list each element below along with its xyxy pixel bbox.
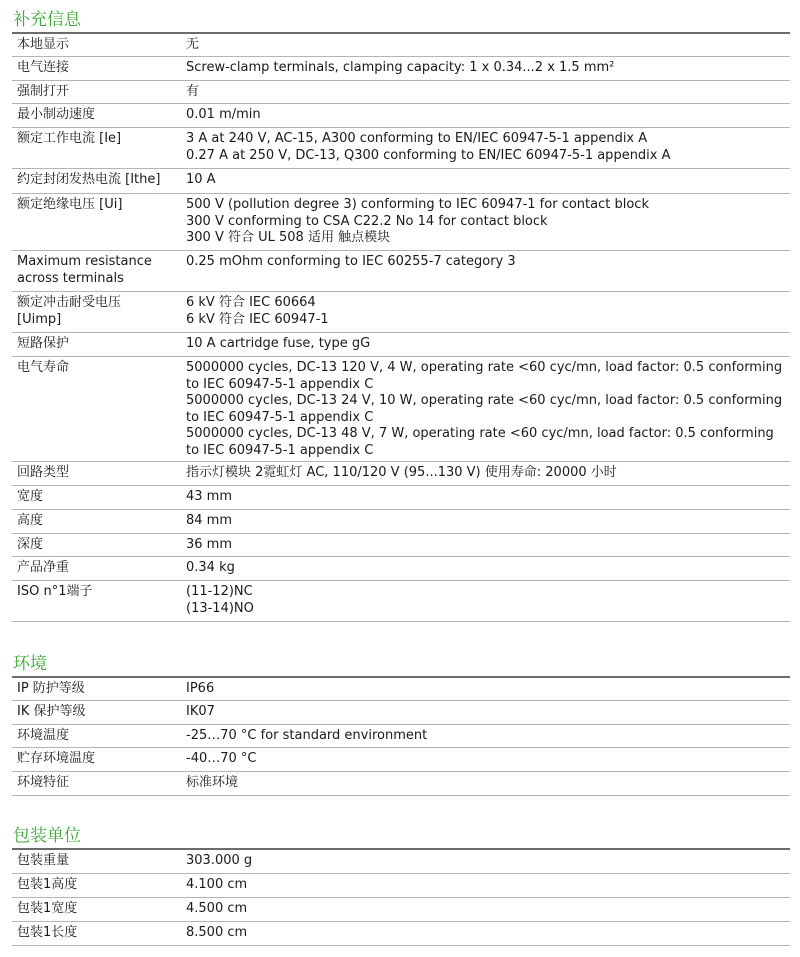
- spec-row: [12, 57, 790, 81]
- spec-value: 0.01 m/min: [186, 107, 261, 122]
- spec-label: 电气寿命: [17, 360, 70, 375]
- spec-value: 标准环境: [186, 775, 239, 790]
- section-title: 补充信息: [12, 10, 790, 34]
- spec-value: 3 A at 240 V, AC-15, A300 conforming to EN/IEC 60947-5-1 appendix A 0.27 A at 250 V, DC-13, Q300 conforming to EN/IEC 60947-5-1 appendix A: [186, 131, 671, 163]
- spec-value: Screw-clamp terminals, clamping capacity: 1 x 0.34...2 x 1.5 mm²: [186, 60, 615, 75]
- spec-value: -25…70 °C for standard environment: [186, 728, 428, 743]
- spec-row: [12, 534, 790, 557]
- spec-label: 最小制动速度: [17, 107, 96, 122]
- spec-row: [12, 169, 790, 194]
- spec-row: [12, 81, 790, 104]
- spec-row: [12, 748, 790, 772]
- spec-row: [12, 292, 790, 333]
- spec-value: 43 mm: [186, 489, 233, 504]
- section-packaging: [12, 826, 790, 946]
- spec-label: 宽度: [17, 489, 44, 504]
- spec-label: IK 保护等级: [17, 704, 86, 719]
- spec-label: 高度: [17, 513, 44, 528]
- section-title: 环境: [12, 654, 790, 678]
- spec-row: [12, 462, 790, 486]
- spec-value: 84 mm: [186, 513, 233, 528]
- spec-value: 无: [186, 37, 200, 52]
- spec-value: 4.500 cm: [186, 901, 248, 916]
- spec-row: [12, 725, 790, 748]
- spec-row: [12, 128, 790, 169]
- spec-row: [12, 898, 790, 922]
- spec-label: 深度: [17, 537, 44, 552]
- spec-value: 8.500 cm: [186, 925, 248, 940]
- spec-row: [12, 104, 790, 128]
- spec-row: [12, 701, 790, 725]
- spec-label: 额定绝缘电压 [Ui]: [17, 197, 123, 212]
- spec-label: 额定工作电流 [Ie]: [17, 131, 122, 146]
- spec-value: 0.25 mOhm conforming to IEC 60255-7 category 3: [186, 254, 516, 269]
- spec-label: 回路类型: [17, 465, 70, 480]
- spec-label: Maximum resistance across terminals: [17, 254, 152, 286]
- spec-label: 强制打开: [17, 84, 70, 99]
- spec-row: [12, 678, 790, 701]
- spec-value: 10 A cartridge fuse, type gG: [186, 336, 371, 351]
- spec-value: 4.100 cm: [186, 877, 248, 892]
- spec-value: 36 mm: [186, 537, 233, 552]
- spec-value: 303.000 g: [186, 853, 253, 868]
- spec-value: (11-12)NC (13-14)NO: [186, 584, 254, 616]
- spec-label: 包装重量: [17, 853, 70, 868]
- spec-value: IP66: [186, 681, 215, 696]
- section-additional-info: [12, 10, 790, 622]
- spec-row: [12, 34, 790, 57]
- spec-row: [12, 922, 790, 946]
- spec-row: [12, 772, 790, 796]
- spec-value: 500 V (pollution degree 3) conforming to IEC 60947-1 for contact block 300 V conforming to CSA C22.2 No 14 for contact block 300 V 符合 UL 508 适用 触点模块: [186, 197, 649, 245]
- spec-value: 6 kV 符合 IEC 60664 6 kV 符合 IEC 60947-1: [186, 295, 329, 327]
- spec-value: 5000000 cycles, DC-13 120 V, 4 W, operating rate <60 cyc/mn, load factor: 0.5 conforming to IEC 60947-5-1 appendix C 5000000 cycles, DC-13 24 V, 10 W, operating rate <60 cyc/mn, load factor: 0.5 conforming to IEC 60947-5-1 appendix C 5000000 cycles, DC-13 48 V, 7 W, operating rate <60 cyc/mn, load factor: 0.5 conforming to IEC 60947-5-1 appendix C: [186, 360, 783, 458]
- spec-value: 有: [186, 84, 200, 99]
- spec-row: [12, 874, 790, 898]
- spec-row: [12, 510, 790, 534]
- spec-label: 额定冲击耐受电压 [Uimp]: [17, 295, 122, 327]
- spec-value: -40…70 °C: [186, 751, 257, 766]
- spec-label: 电气连接: [17, 60, 70, 75]
- spec-row: [12, 333, 790, 357]
- spec-row: [12, 486, 790, 510]
- spec-label: 包装1高度: [17, 877, 78, 892]
- spec-row: [12, 557, 790, 581]
- spec-label: 短路保护: [17, 336, 70, 351]
- spec-row: [12, 357, 790, 462]
- spec-label: 环境特征: [17, 775, 70, 790]
- spec-label: 包装1长度: [17, 925, 78, 940]
- spec-label: ISO n°1端子: [17, 584, 93, 599]
- spec-row: [12, 251, 790, 292]
- spec-label: 包装1宽度: [17, 901, 78, 916]
- spec-value: IK07: [186, 704, 215, 719]
- spec-label: 约定封闭发热电流 [Ithe]: [17, 172, 161, 187]
- spec-value: 10 A: [186, 172, 216, 187]
- spec-row: [12, 581, 790, 622]
- spec-value: 0.34 kg: [186, 560, 235, 575]
- spec-value: 指示灯模块 2霓虹灯 AC, 110/120 V (95...130 V) 使用寿命: 20000 小时: [186, 465, 617, 480]
- spec-label: 产品净重: [17, 560, 70, 575]
- spec-label: IP 防护等级: [17, 681, 85, 696]
- section-title: 包装单位: [12, 826, 790, 850]
- spec-row: [12, 194, 790, 251]
- spec-row: [12, 850, 790, 874]
- section-environment: [12, 654, 790, 796]
- spec-label: 本地显示: [17, 37, 70, 52]
- spec-label: 环境温度: [17, 728, 70, 743]
- spec-label: 贮存环境温度: [17, 751, 96, 766]
